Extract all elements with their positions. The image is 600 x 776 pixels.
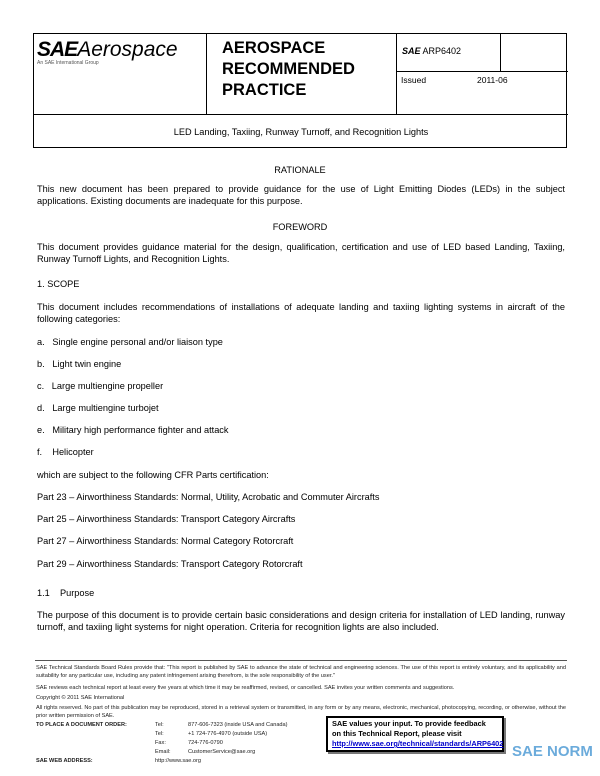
- contact-label: Tel:: [155, 722, 164, 728]
- foreword-text: This document provides guidance material for the design, qualification, certification and use of LED based Landing, Taxiing, Runway Turnoff Lights, and Recognition Lights.: [37, 242, 565, 264]
- contact-email[interactable]: CustomerService@sae.org: [188, 749, 256, 755]
- issued-label: Issued: [401, 75, 427, 85]
- cfr-part: Part 27 – Airworthiness Standards: Normal Category Rotorcraft: [37, 536, 294, 546]
- cfr-part: Part 29 – Airworthiness Standards: Transport Category Rotorcraft: [37, 559, 303, 569]
- contact-label: Fax:: [155, 740, 166, 746]
- footer-review: SAE reviews each technical report at least every five years at which time it may be reaffirmed, revised, or cancelled. SAE invites your written comments and suggestions.: [36, 685, 455, 691]
- footer-rights: All rights reserved. No part of this publication may be reproduced, stored in a retrieval system or transmitted, in any form or by any means, electronic, mechanical, photocopying, recording, or otherwise, without the prior written permission of SAE.: [36, 705, 566, 719]
- foreword-heading: FOREWORD: [272, 222, 328, 232]
- cfr-part: Part 25 – Airworthiness Standards: Transport Category Aircrafts: [37, 514, 296, 524]
- feedback-link[interactable]: http://www.sae.org/technical/standards/ARP6402: [332, 739, 504, 748]
- category-item: e. Military high performance fighter and attack: [37, 425, 229, 435]
- logo-sae: SAE: [37, 38, 78, 61]
- sae-norm-watermark: SAE NORM: [512, 743, 593, 760]
- footer-divider: [35, 660, 567, 661]
- contact-label: Tel:: [155, 731, 164, 737]
- scope-heading: 1. SCOPE: [37, 279, 80, 289]
- category-item: a. Single engine personal and/or liaison type: [37, 337, 223, 347]
- category-item: d. Large multiengine turbojet: [37, 403, 159, 413]
- header-box: [33, 33, 567, 148]
- contact-value: +1 724-776-4970 (outside USA): [188, 731, 268, 737]
- logo-tagline: An SAE International Group: [37, 60, 99, 66]
- doc-type-line: AEROSPACE: [222, 39, 326, 57]
- contact-value: 877-606-7323 (inside USA and Canada): [188, 722, 288, 728]
- doc-type-line: PRACTICE: [222, 81, 307, 99]
- category-item: b. Light twin engine: [37, 359, 122, 369]
- sae-small-logo: SAE: [402, 46, 421, 56]
- rationale-heading: RATIONALE: [274, 165, 326, 175]
- web-address[interactable]: http://www.sae.org: [155, 758, 202, 764]
- feedback-box: [326, 716, 504, 752]
- footer-copyright: Copyright © 2011 SAE International: [36, 695, 125, 701]
- doc-type: [222, 38, 355, 101]
- feedback-line: SAE values your input. To provide feedback: [332, 719, 486, 728]
- rationale-text: This new document has been prepared to provide guidance for the use of Light Emitting Diodes (LEDs) in the subject applications. Existing documents are inadequate for this purpose.: [37, 184, 565, 206]
- doc-type-line: RECOMMENDED: [222, 60, 355, 78]
- category-item: f. Helicopter: [37, 447, 94, 457]
- purpose-heading: 1.1 Purpose: [37, 588, 95, 598]
- issued-date: 2011-06: [477, 75, 508, 85]
- contact-label: Email:: [155, 749, 171, 755]
- doc-number-cell: [402, 46, 461, 56]
- web-label: SAE WEB ADDRESS:: [36, 758, 93, 764]
- scope-text: This document includes recommendations of installations of adequate landing and taxiing lighting systems in aircraft of the following categories:: [37, 302, 565, 324]
- feedback-line: on this Technical Report, please visit: [332, 729, 462, 738]
- cfr-intro: which are subject to the following CFR Parts certification:: [37, 470, 269, 480]
- contact-value: 724-776-0790: [188, 740, 223, 746]
- purpose-text: The purpose of this document is to provide certain basic considerations and design criteria for installation of LED landing, runway turnoff, and taxiing light systems for night operation. Criteria for recognition lights are also included.: [37, 610, 565, 632]
- cfr-part: Part 23 – Airworthiness Standards: Normal, Utility, Acrobatic and Commuter Aircrafts: [37, 492, 380, 502]
- footer-rules: SAE Technical Standards Board Rules provide that: "This report is published by SAE to advance the state of technical and engineering sciences. The use of this report is entirely voluntary, and its applicability and suitability for any particular use, including any patent infringement arising therefrom, is the sole responsibility of the user.": [36, 665, 566, 679]
- doc-title: LED Landing, Taxiing, Runway Turnoff, and Recognition Lights: [173, 127, 429, 137]
- sae-aerospace-logo: [37, 38, 178, 66]
- doc-number: ARP6402: [422, 46, 462, 56]
- order-label: TO PLACE A DOCUMENT ORDER:: [36, 722, 127, 728]
- category-item: c. Large multiengine propeller: [37, 381, 164, 391]
- logo-aerospace: Aerospace: [77, 38, 178, 61]
